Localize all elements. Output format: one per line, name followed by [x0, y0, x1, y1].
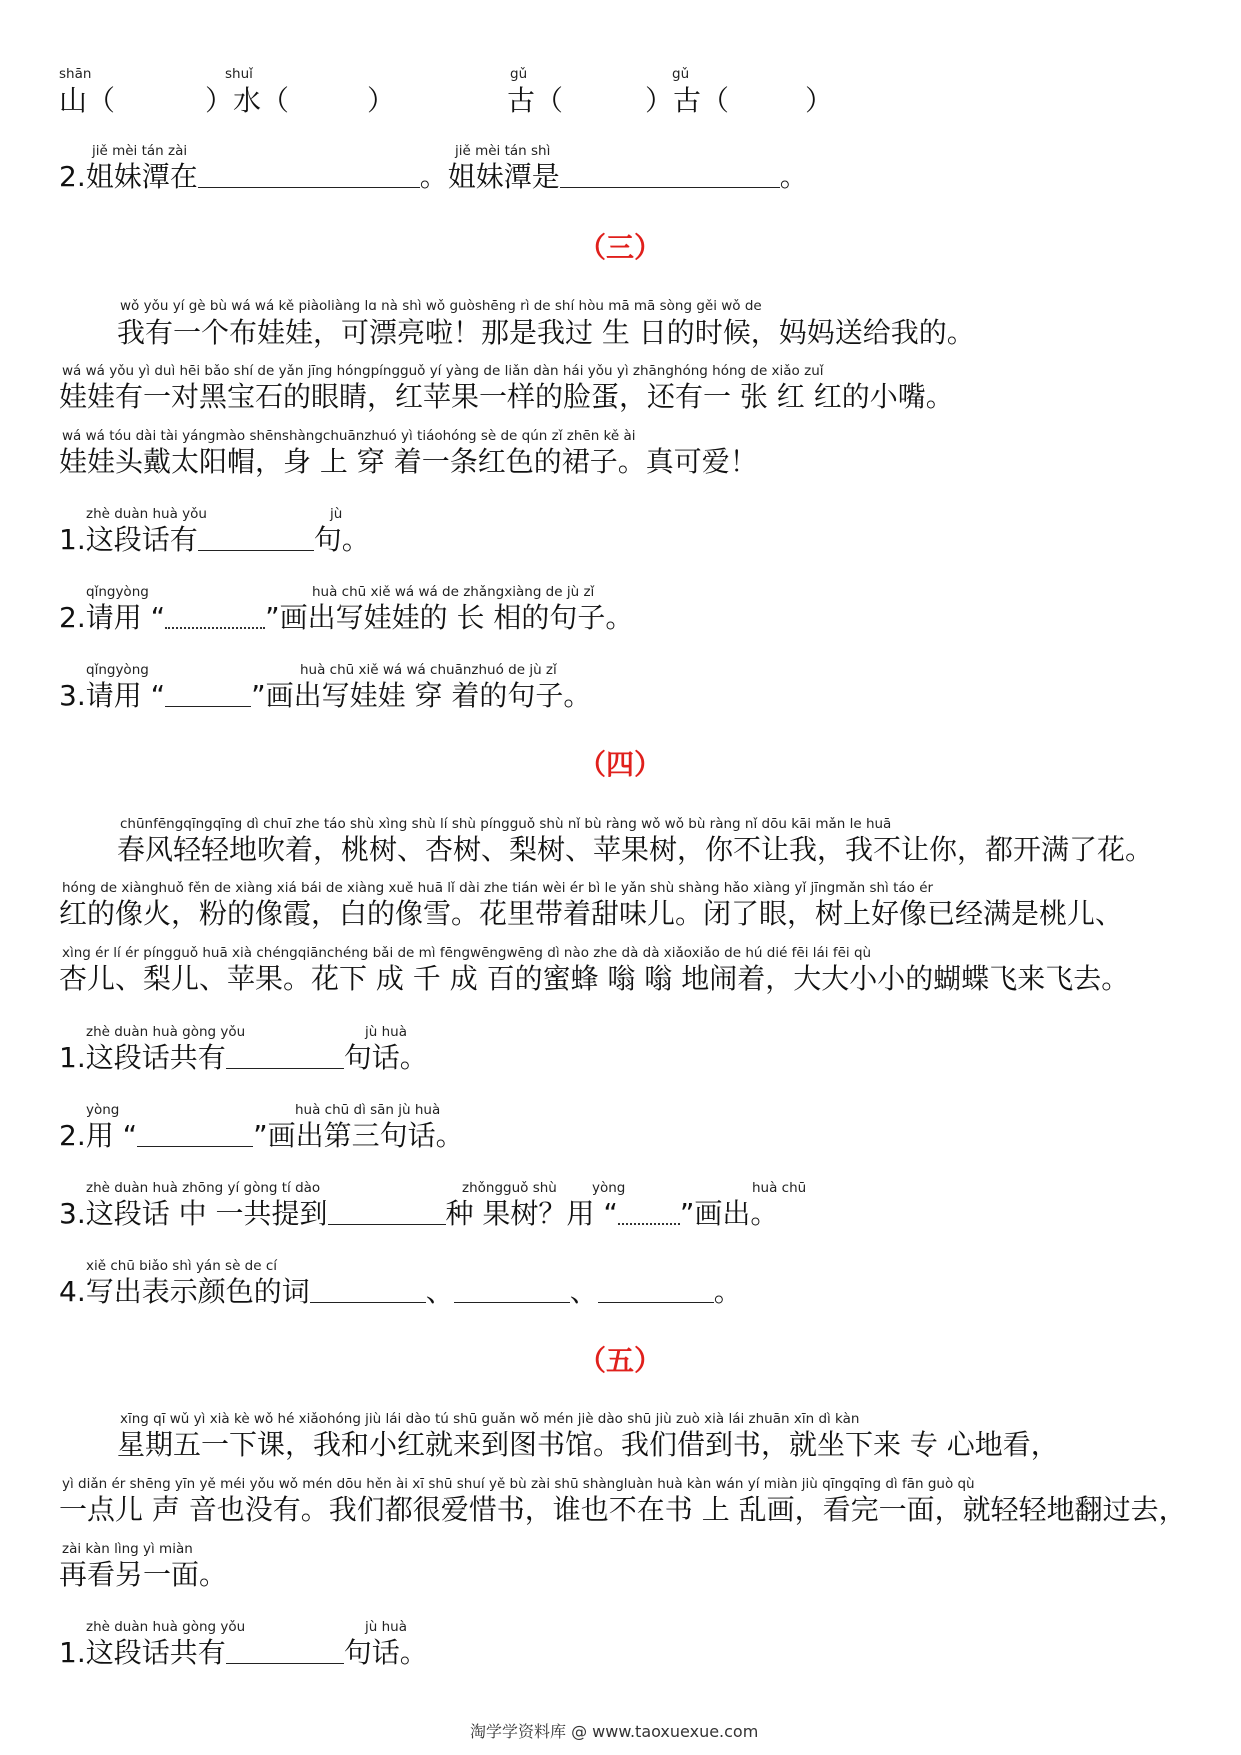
pinyin-line: xīng qī wǔ yì xià kè wǒ hé xiǎohóng jiù lái dào tú shū guǎn wǒ mén jiè dào shū jiù zuò xià lái zhuān xīn dì kàn — [120, 1411, 860, 1427]
passage-line: 娃娃有一对黑宝石的眼睛，红苹果一样的脸蛋，还有一 张 红 红的小嘴。 — [59, 380, 954, 413]
text-shui-close: ） — [367, 84, 396, 117]
question-4-4 — [59, 1275, 742, 1309]
pinyin-q2-a: jiě mèi tán zài — [92, 143, 188, 159]
pinyin-q: yòng — [86, 1102, 120, 1118]
question-4-3 — [59, 1197, 778, 1231]
answer-blank[interactable] — [198, 161, 420, 188]
question-3-1 — [59, 523, 370, 557]
answer-blank[interactable] — [560, 161, 780, 188]
question-text: ”画出。 — [679, 1197, 779, 1230]
text-gu-2: ）古（ — [645, 84, 730, 117]
top-q2-text-a: 2.姐妹潭在 — [59, 160, 198, 193]
section-title-3: （三） — [578, 231, 663, 264]
pinyin-shan: shān — [59, 66, 92, 82]
underline-mark[interactable] — [137, 1120, 253, 1147]
answer-blank[interactable] — [226, 1637, 344, 1664]
pinyin-line: yì diǎn ér shēng yīn yě méi yǒu wǒ mén dōu hěn ài xī shū shuí yě bù zài shū shàngluàn huà kàn wán yí miàn jiù qīngqīng dì fān guò qù — [62, 1476, 975, 1492]
pinyin-line: xìng ér lí ér píngguǒ huā xià chéngqiānchéng bǎi de mì fēngwēngwēng dì nào zhe dà dà xiǎoxiǎo de hú dié fēi lái fēi qù — [62, 945, 872, 961]
question-3-2 — [59, 601, 633, 635]
question-text: 种 果树？用 “ — [445, 1197, 618, 1230]
wavy-line-mark[interactable] — [165, 601, 265, 629]
question-5-1 — [59, 1636, 428, 1670]
answer-blank[interactable] — [454, 1276, 570, 1303]
question-text: 句话。 — [343, 1041, 428, 1074]
pinyin-q: huà chū — [752, 1180, 807, 1196]
pinyin-gu-1: gǔ — [510, 66, 528, 82]
separator: 、 — [569, 1275, 598, 1308]
answer-blank[interactable] — [198, 524, 314, 551]
answer-blank[interactable] — [226, 1042, 344, 1069]
passage-line: 我有一个布娃娃，可漂亮啦！那是我过 生 日的时候，妈妈送给我的。 — [117, 316, 975, 349]
answer-blank[interactable] — [598, 1276, 714, 1303]
pinyin-q: huà chū dì sān jù huà — [295, 1102, 441, 1118]
passage-line: 一点儿 声 音也没有。我们都很爱惜书，谁也不在书 上 乱画，看完一面，就轻轻地翻过去， — [59, 1493, 1187, 1526]
text-gu-close: ） — [805, 84, 834, 117]
pinyin-q: zhè duàn huà yǒu — [86, 506, 207, 522]
passage-line: 春风轻轻地吹着，桃树、杏树、梨树、苹果树，你不让我，我不让你，都开满了花。 — [117, 833, 1154, 866]
text-gu-1: 古（ — [507, 84, 564, 117]
question-text: 1.这段话有 — [59, 523, 198, 556]
pinyin-q: huà chū xiě wá wá chuānzhuó de jù zǐ — [300, 662, 557, 678]
pinyin-line: wǒ yǒu yí gè bù wá wá kě piàoliàng lɑ nà shì wǒ guòshēng rì de shí hòu mā mā sòng gěi wǒ de — [120, 298, 762, 314]
pinyin-line: wá wá yǒu yì duì hēi bǎo shí de yǎn jīng hóngpíngguǒ yí yàng de liǎn dàn hái yǒu yì zhānghóng hóng de xiǎo zuǐ — [62, 363, 824, 379]
answer-blank[interactable] — [328, 1198, 446, 1225]
pinyin-q: jù — [330, 506, 343, 522]
pinyin-shui: shuǐ — [225, 66, 253, 82]
pinyin-q: zhǒngguǒ shù — [462, 1180, 557, 1196]
question-text: ”画出写娃娃的 长 相的句子。 — [265, 601, 634, 634]
pinyin-q: jù huà — [365, 1619, 407, 1635]
pinyin-q: zhè duàn huà gòng yǒu — [86, 1619, 246, 1635]
question-text: 。 — [713, 1275, 742, 1308]
question-text: 2.请用 “ — [59, 601, 166, 634]
pinyin-q: qǐngyòng — [86, 584, 149, 600]
pinyin-q: jù huà — [365, 1024, 407, 1040]
top-q2-line — [59, 160, 808, 194]
separator: 、 — [425, 1275, 454, 1308]
question-text: 句话。 — [343, 1636, 428, 1669]
passage-line: 红的像火，粉的像霞，白的像雪。花里带着甜味儿。闭了眼，树上好像已经满是桃儿、 — [59, 897, 1124, 930]
passage-line: 再看另一面。 — [59, 1558, 228, 1591]
question-text: 1.这段话共有 — [59, 1636, 226, 1669]
question-3-3 — [59, 679, 591, 713]
question-text: 3.这段话 中 一共提到 — [59, 1197, 328, 1230]
text-shui: ）水（ — [205, 84, 290, 117]
pinyin-q: yòng — [592, 1180, 626, 1196]
top-q2-text-b: 。姐妹潭是 — [419, 160, 560, 193]
question-text: 2.用 “ — [59, 1119, 138, 1152]
pinyin-q2-b: jiě mèi tán shì — [455, 143, 551, 159]
question-4-2 — [59, 1119, 464, 1153]
section-title-4: （四） — [578, 748, 663, 781]
underline-mark[interactable] — [165, 680, 251, 707]
section-title-5: （五） — [578, 1344, 663, 1377]
pinyin-line: chūnfēngqīngqīng dì chuī zhe táo shù xìng shù lí shù píngguǒ shù nǐ bù ràng wǒ wǒ bù ràng nǐ dōu kāi mǎn le huā — [120, 816, 892, 832]
pinyin-line: zài kàn lìng yì miàn — [62, 1541, 193, 1557]
question-4-1 — [59, 1041, 428, 1075]
passage-line: 杏儿、梨儿、苹果。花下 成 千 成 百的蜜蜂 嗡 嗡 地闹着，大大小小的蝴蝶飞来飞去。 — [59, 962, 1130, 995]
question-text: 3.请用 “ — [59, 679, 166, 712]
footer-watermark: 淘学学资料库 @ www.taoxuexue.com — [470, 1722, 759, 1741]
passage-line: 星期五一下课，我和小红就来到图书馆。我们借到书，就坐下来 专 心地看， — [117, 1428, 1059, 1461]
question-text: ”画出写娃娃 穿 着的句子。 — [251, 679, 592, 712]
pinyin-q: xiě chū biǎo shì yán sè de cí — [86, 1258, 278, 1274]
pinyin-gu-2: gǔ — [672, 66, 690, 82]
wavy-line-mark[interactable] — [618, 1197, 680, 1225]
question-text: 4.写出表示颜色的词 — [59, 1275, 310, 1308]
question-text: 1.这段话共有 — [59, 1041, 226, 1074]
pinyin-q: qǐngyòng — [86, 662, 149, 678]
pinyin-q: zhè duàn huà gòng yǒu — [86, 1024, 246, 1040]
passage-line: 娃娃头戴太阳帽，身 上 穿 着一条红色的裙子。真可爱！ — [59, 445, 758, 478]
pinyin-line: hóng de xiànghuǒ fěn de xiàng xiá bái de xiàng xuě huā lǐ dài zhe tián wèi ér bì le yǎn shù shàng hǎo xiàng yǐ jīngmǎn shì táo ér — [62, 880, 934, 896]
pinyin-q: zhè duàn huà zhōng yí gòng tí dào — [86, 1180, 321, 1196]
text-shan: 山（ — [59, 84, 116, 117]
top-q2-text-c: 。 — [779, 160, 808, 193]
answer-blank[interactable] — [310, 1276, 426, 1303]
question-text: 句。 — [313, 523, 370, 556]
pinyin-q: huà chū xiě wá wá de zhǎngxiàng de jù zǐ — [312, 584, 595, 600]
question-text: ”画出第三句话。 — [253, 1119, 464, 1152]
pinyin-line: wá wá tóu dài tài yángmào shēnshàngchuānzhuó yì tiáohóng sè de qún zǐ zhēn kě ài — [62, 428, 636, 444]
